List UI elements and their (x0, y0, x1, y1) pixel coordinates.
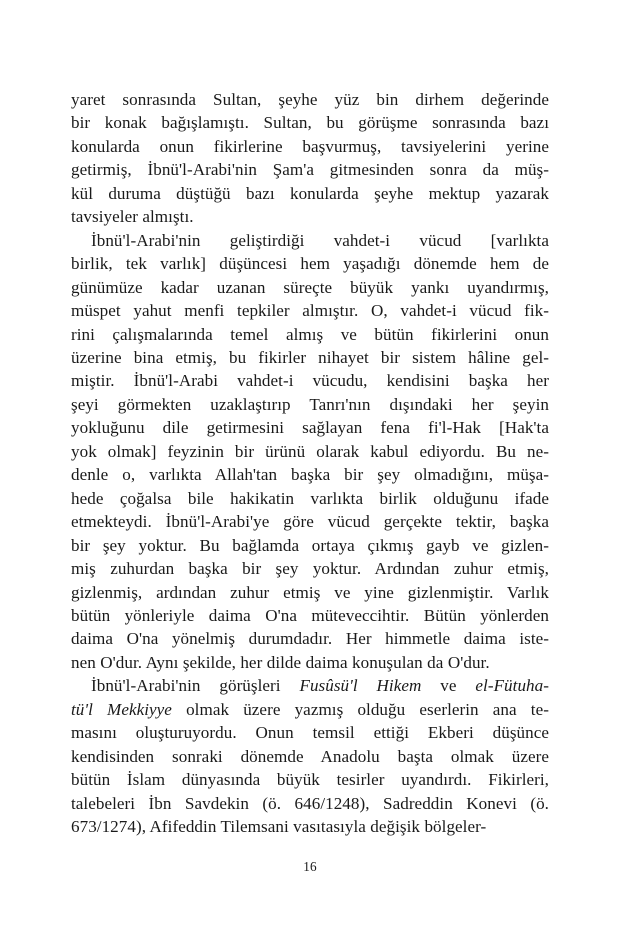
text-line: bir konak bağışlamıştı. Sultan, bu görüşme sonrasında bazı (71, 113, 549, 133)
text-line: 673/1274), Afifeddin Tilemsani vasıtasıyla değişik bölgeler- (71, 817, 487, 837)
text-line: konularda onun fikirlerine başvurmuş, tavsiyelerini yerine (71, 136, 549, 156)
text-line: İbnü'l-Arabi'nin geliştirdiği vahdet-i vücud [varlıkta (91, 230, 549, 250)
book-title-italic: el-Fütuha- (475, 676, 549, 696)
text-line: miştir. İbnü'l-Arabi vahdet-i vücudu, kendisini başka her (71, 371, 549, 391)
book-title-italic: tü'l Mekkiyye (71, 699, 172, 719)
text-line: etmekteydi. İbnü'l-Arabi'ye göre vücud gerçekte tektir, başka (71, 512, 549, 532)
text-line: masını oluşturuyordu. Onun temsil ettiği Ekberi düşünce (71, 723, 549, 743)
text-line: denle o, varlıkta Allah'tan başka bir şey olmadığını, müşa- (71, 465, 549, 485)
text-line: yok olmak] feyzinin bir ürünü olarak kabul ediyordu. Bu ne- (71, 441, 549, 461)
text-line: kül duruma düştüğü bazı konularda şeyhe mektup yazarak (71, 183, 549, 203)
text-line: şeyi görmekten uzaklaştırıp Tanrı'nın dışındaki her şeyin (71, 394, 549, 414)
text-line: gizlenmiş, ardından zuhur etmiş ve yine gizlenmiştir. Varlık (71, 582, 549, 602)
text-line: getirmiş, İbnü'l-Arabi'nin Şam'a gitmesinden sonra da müş- (71, 160, 549, 180)
page-number: 16 (303, 859, 317, 874)
text-line: yaret sonrasında Sultan, şeyhe yüz bin dirhem değerinde (71, 90, 549, 109)
text-run: İbnü'l-Arabi'nin görüşleri (91, 676, 300, 696)
text-line: bütün İslam dünyasında büyük tesirler uyandırdı. Fikirleri, (71, 770, 549, 790)
text-line: günümüze kadar uzanan süreçte büyük yankı uyandırmış, (71, 277, 549, 297)
text-line: rini çalışmalarında temel almış ve bütün fikirlerini onun (71, 324, 549, 344)
text-line: birlik, tek varlık] düşüncesi hem yaşadığı dönemde hem de (71, 254, 549, 274)
text-line: yokluğunu dile getirmesini sağlayan fena fi'l-Hak [Hak'ta (71, 418, 549, 438)
book-title-italic: Fusûsü'l Hikem (299, 676, 422, 696)
text-line: hede çoğalsa bile hakikatin varlıkta birlik olduğunu ifade (71, 488, 549, 508)
text-run: ve (421, 676, 476, 696)
text-line: bütün yönleriyle daima O'na müteveccihtir. Bütün yönlerden (71, 605, 549, 625)
text-line: kendisinden sonraki dönemde Anadolu başta olmak üzere (71, 746, 549, 766)
text-line: üzerine bina etmiş, bu fikirler nihayet bir sistem hâline gel- (71, 347, 549, 367)
text-line (71, 674, 549, 697)
paragraph (71, 674, 549, 838)
text-line: bir şey yoktur. Bu bağlamda ortaya çıkmış gayb ve gizlen- (71, 535, 549, 555)
text-line: miş zuhurdan başka bir şey yoktur. Ardından zuhur etmiş, (71, 559, 549, 579)
body-text (71, 88, 549, 839)
paragraph (71, 88, 549, 229)
text-line: tavsiyeler almıştı. (71, 207, 194, 227)
text-line: daima O'na yönelmiş durumdadır. Her himmetle daima iste- (71, 629, 549, 649)
text-run: olmak üzere yazmış olduğu eserlerin ana te- (171, 699, 549, 719)
text-line: talebeleri İbn Savdekin (ö. 646/1248), Sadreddin Konevi (ö. (71, 793, 549, 813)
text-line: nen O'dur. Aynı şekilde, her dilde daima konuşulan da O'dur. (71, 652, 490, 672)
paragraph (71, 229, 549, 675)
text-line: müspet yahut menfi tepkiler almıştır. O, vahdet-i vücud fik- (71, 301, 549, 321)
text-line (71, 698, 549, 721)
